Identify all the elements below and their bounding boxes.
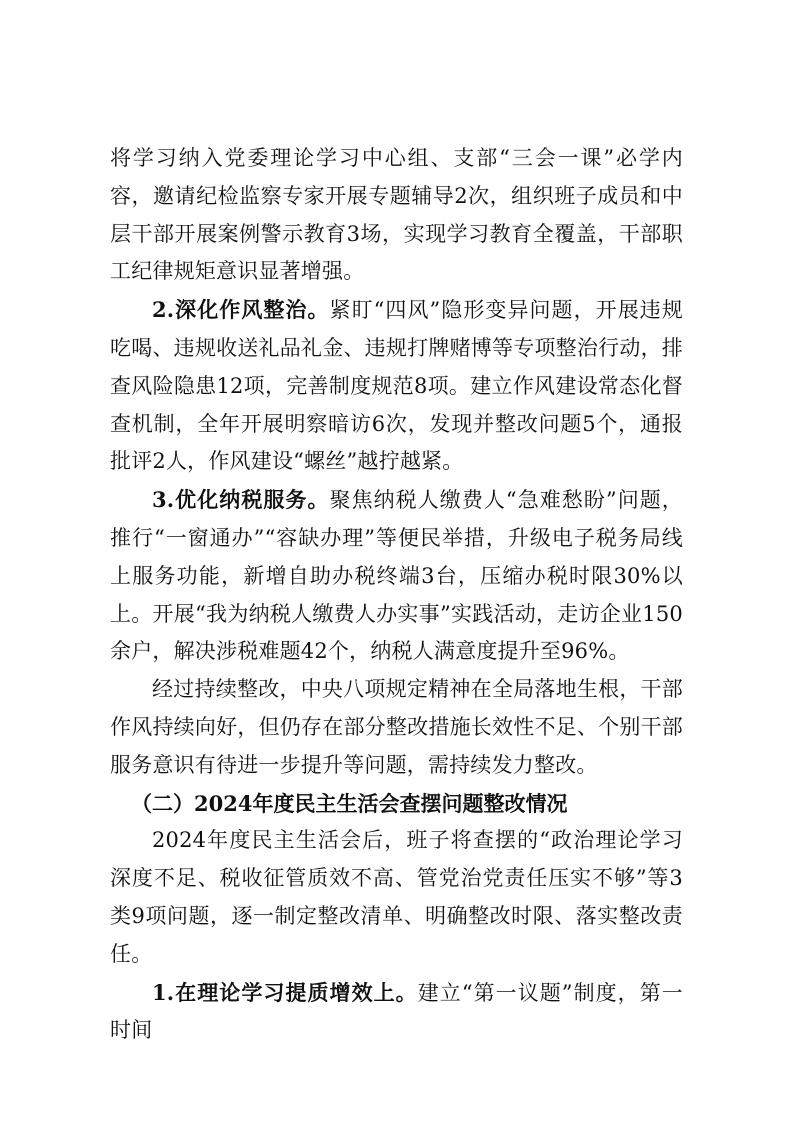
section-heading: （二）2024年度民主生活会查摆问题整改情况 — [131, 790, 568, 816]
paragraph-summary — [110, 671, 683, 784]
paragraph-body: 经过持续整改，中央八项规定精神在全局落地生根，干部作风持续向好，但仍存在部分整改措施长效性不足、个别干部服务意识有待进一步提升等问题，需持续发力整改。 — [110, 677, 683, 777]
paragraph-style-rectification — [110, 291, 683, 481]
paragraph-lead: 3.优化纳税服务。 — [152, 487, 330, 513]
paragraph-section-intro — [110, 822, 683, 973]
paragraph-lead: 2.深化作风整治。 — [152, 297, 330, 323]
paragraph-study-coverage — [110, 140, 683, 291]
paragraph-body: 2024年度民主生活会后，班子将查摆的“政治理论学习深度不足、税收征管质效不高、管党治党责任压实不够”等3类9项问题，逐一制定整改清单、明确整改时限、落实整改责任。 — [110, 828, 683, 966]
paragraph-body: 聚焦纳税人缴费人“急难愁盼”问题，推行“一窗通办”“容缺办理”等便民举措，升级电子税务局线上服务功能，新增自助办税终端3台，压缩办税时限30%以上。开展“我为纳税人缴费人办实事”实践活动，走访企业150余户，解决涉税难题42个，纳税人满意度提升至96%。 — [110, 488, 683, 664]
paragraph-body: 建立“第一议题”制度，第一时间 — [110, 980, 683, 1043]
paragraph-lead: 1.在理论学习提质增效上。 — [152, 979, 418, 1005]
document-page — [110, 140, 683, 1050]
paragraph-theory-study — [110, 974, 683, 1051]
paragraph-body: 紧盯“四风”隐形变异问题，开展违规吃喝、违规收送礼品礼金、违规打牌赌博等专项整治行动，排查风险隐患12项，完善制度规范8项。建立作风建设常态化督查机制，全年开展明察暗访6次，发现并整改问题5个，通报批评2人，作风建设“螺丝”越拧越紧。 — [110, 298, 683, 474]
paragraph-tax-service — [110, 481, 683, 671]
paragraph-body: 将学习纳入党委理论学习中心组、支部“三会一课”必学内容，邀请纪检监察专家开展专题辅导2次，组织班子成员和中层干部开展案例警示教育3场，实现学习教育全覆盖，干部职工纪律规矩意识显著增强。 — [110, 146, 683, 284]
